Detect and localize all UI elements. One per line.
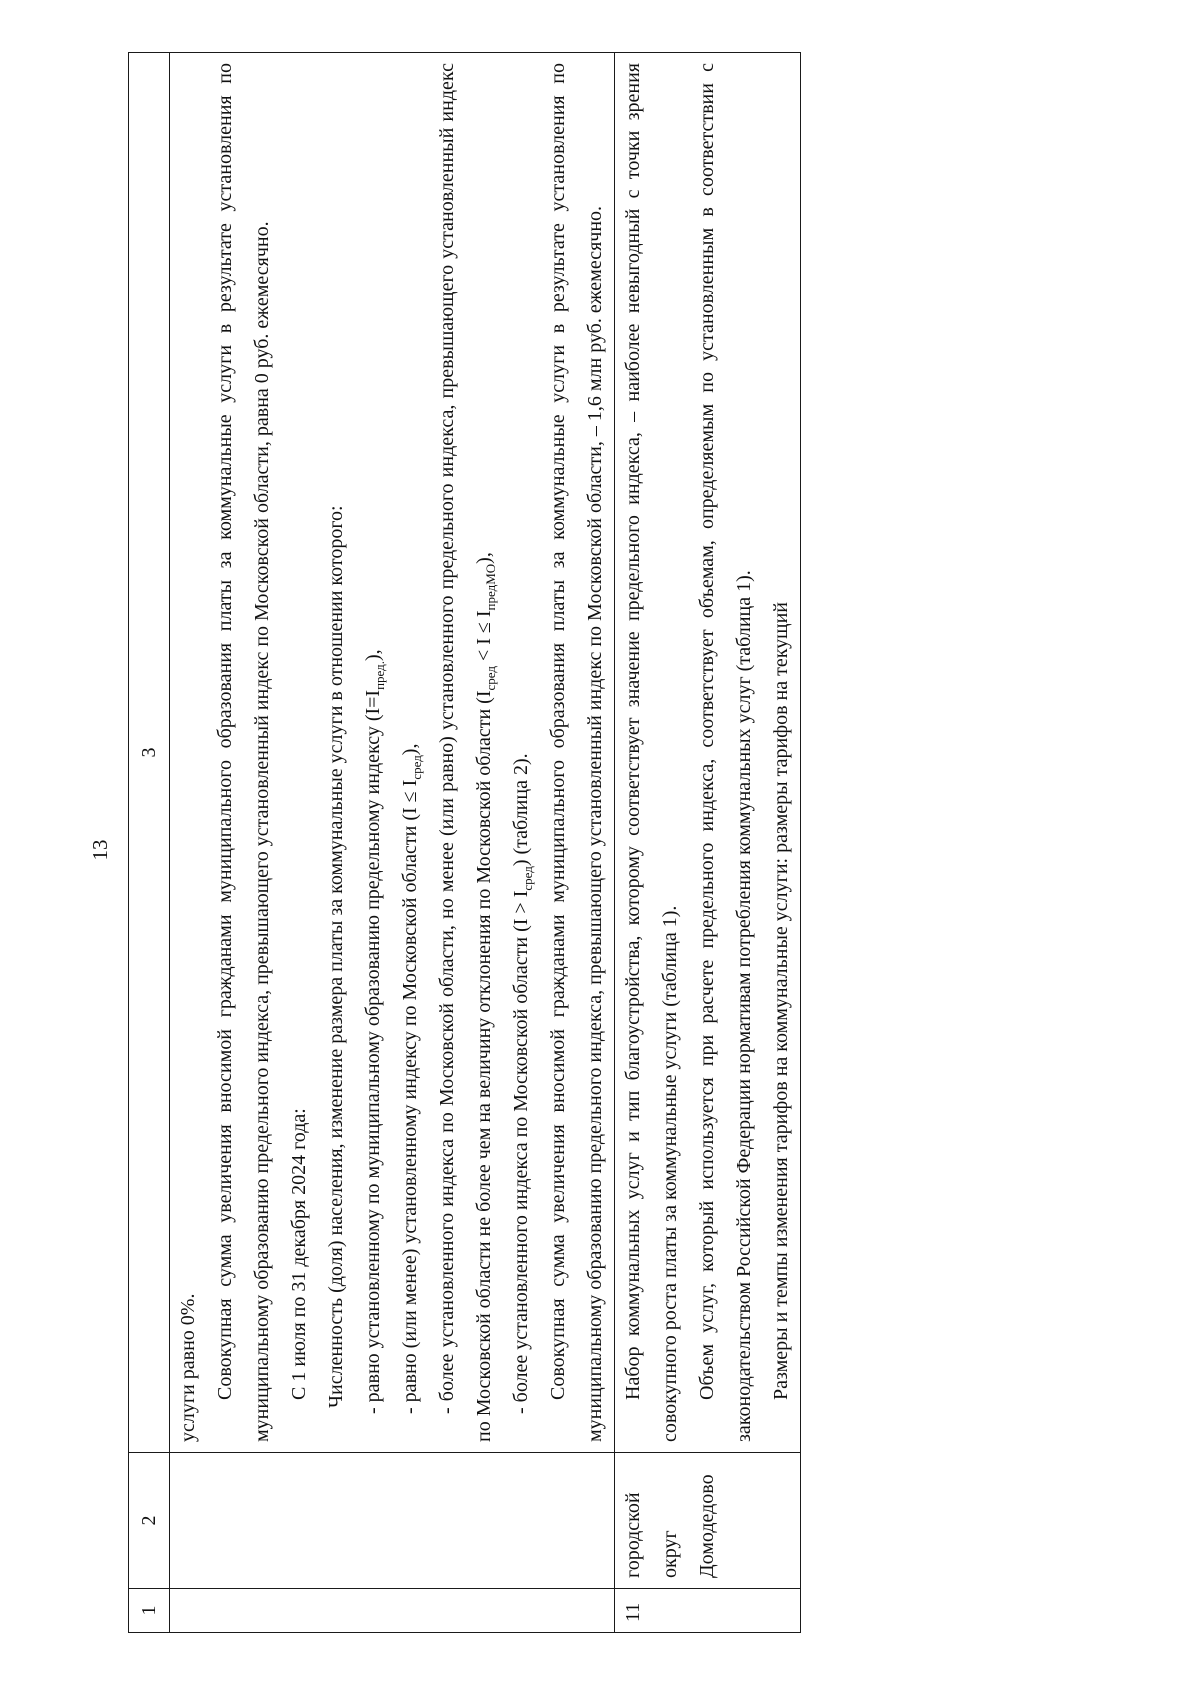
bullet-between-indices <box>429 63 503 1442</box>
bullet-4-text: - более установленного индекса по Московской области (I > I <box>510 890 532 1414</box>
paragraph-continuation: услуги равно 0%. <box>177 1293 199 1442</box>
header-col-3: 3 <box>129 53 170 1453</box>
bullet-3-middle: < I ≤ I <box>473 610 495 667</box>
paragraph-service-set: Набор коммунальных услуг и тип благоустройства, которому соответствует значение предельного индекса, – наиболее невыгодный с точки зрения совокупного роста платы за коммунальные услуги (таблица 1). <box>622 63 681 1442</box>
table-row-11 <box>615 53 801 1633</box>
rotated-page-content <box>128 53 1128 1633</box>
bullet-equal-limit-index <box>355 63 392 1442</box>
description-cell <box>170 53 615 1453</box>
paragraph-population-share: Численность (доля) населения, изменение размера платы за коммунальные услуги в отношении которого: <box>325 505 347 1408</box>
bullet-2-text: - равно (или менее) установленному индексу по Московской области (I ≤ I <box>399 779 421 1414</box>
bullet-3-text: - более установленного индекса по Московской области, но менее (или равно) установленного предельного индекса, превышающего установленный индекс по Московской области не более чем на величину отклонения по Московской области (I <box>436 63 495 1442</box>
district-cell <box>170 1453 615 1589</box>
bullet-4-end: ) (таблица 2). <box>510 753 532 867</box>
bullet-2-end: ), <box>399 743 421 756</box>
document-table <box>128 52 801 1633</box>
bullet-more-than-region <box>503 63 540 1442</box>
header-col-1: 1 <box>129 1589 170 1633</box>
header-col-2: 2 <box>129 1453 170 1589</box>
bullet-equal-or-less-region <box>392 63 429 1442</box>
bullet-1-text: - равно установленному по муниципальному образованию предельному индексу (I=I <box>362 689 384 1414</box>
paragraph-total-sum-zero: Совокупная сумма увеличения вносимой гражданами муниципального образования платы за коммунальные услуги в результате установления по муниципальному образованию предельного индекса, превышающего установленный индекс по Московской области, равна 0 руб. ежемесячно. <box>214 63 273 1442</box>
bullet-3-end: ), <box>473 552 495 564</box>
paragraph-total-sum-1-6: Совокупная сумма увеличения вносимой гражданами муниципального образования платы за коммунальные услуги в результате установления по муниципальному образованию предельного индекса, превышающего установленный индекс по Московской области, – 1,6 млн руб. ежемесячно. <box>547 63 606 1442</box>
paragraph-period: С 1 июля по 31 декабря 2024 года: <box>288 1108 310 1400</box>
bullet-3-subscript-2: предМО <box>483 563 498 611</box>
bullet-3-subscript-1: сред <box>483 666 498 691</box>
paragraph-tariff-rates: Размеры и темпы изменения тарифов на коммунальные услуги: размеры тарифов на текущий <box>770 602 792 1400</box>
bullet-2-subscript: сред <box>409 755 424 780</box>
page-number: 13 <box>88 839 112 861</box>
bullet-1-end: ), <box>362 649 384 661</box>
row-number-cell <box>170 1589 615 1633</box>
paragraph-service-volume: Объем услуг, который используется при расчете предельного индекса, соответствует объемам, определяемым по установленным в соответствии с законодательством Российской Федерации нормативам потребления коммунальных услуг (таблица 1). <box>696 63 755 1442</box>
bullet-4-subscript: сред <box>520 866 535 891</box>
description-cell <box>615 53 801 1453</box>
table-row-continued <box>170 53 615 1633</box>
row-number-cell: 11 <box>615 1589 801 1633</box>
bullet-1-subscript: пред. <box>372 660 387 690</box>
table-header-row <box>129 53 170 1633</box>
district-cell: городской округ Домодедово <box>615 1453 801 1589</box>
